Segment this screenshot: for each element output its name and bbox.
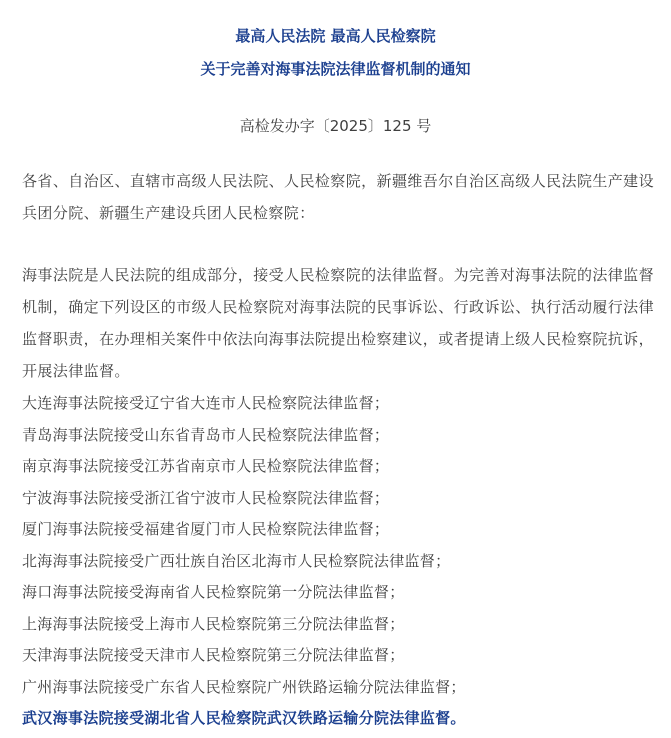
supervision-list [22, 388, 654, 735]
list-item: 上海海事法院接受上海市人民检察院第三分院法律监督； [22, 614, 405, 633]
list-item: 广州海事法院接受广东省人民检察院广州铁路运输分院法律监督； [22, 677, 466, 696]
list-item: 天津海事法院接受天津市人民检察院第三分院法律监督； [22, 646, 405, 664]
list-item: 海口海事法院接受海南省人民检察院第一分院法律监督； [22, 583, 405, 601]
list-item: 南京海事法院接受江苏省南京市人民检察院法律监督； [22, 457, 390, 475]
list-item: 北海海事法院接受广西壮族自治区北海市人民检察院法律监督； [22, 551, 451, 570]
body-paragraph: 海事法院是人民法院的组成部分，接受人民检察院的法律监督。为完善对海事法院的法律监督机制，确定下列设区的市级人民检察院对海事法院的民事诉讼、行政诉讼、执行活动履行法律监督职责，在办理相关案件中依法向海事法院提出检察建议，或者提请上级人民检察院抗诉，开展法律监督。 [22, 266, 654, 380]
addressee-paragraph: 各省、自治区、直辖市高级人民法院、人民检察院，新疆维吾尔自治区高级人民法院生产建设兵团分院、新疆生产建设兵团人民检察院： [22, 172, 654, 222]
list-item-emphasized: 武汉海事法院接受湖北省人民检察院武汉铁路运输分院法律监督。 [22, 709, 466, 727]
title-issuers: 最高人民法院 最高人民检察院 [235, 27, 436, 45]
document-number: 高检发办字〔2025〕125 号 [239, 117, 432, 135]
list-item: 厦门海事法院接受福建省厦门市人民检察院法律监督； [22, 520, 390, 538]
list-item: 宁波海事法院接受浙江省宁波市人民检察院法律监督； [22, 488, 390, 507]
title-subject: 关于完善对海事法院法律监督机制的通知 [200, 60, 471, 78]
list-item: 大连海事法院接受辽宁省大连市人民检察院法律监督； [22, 394, 390, 412]
list-item: 青岛海事法院接受山东省青岛市人民检察院法律监督； [22, 425, 390, 444]
